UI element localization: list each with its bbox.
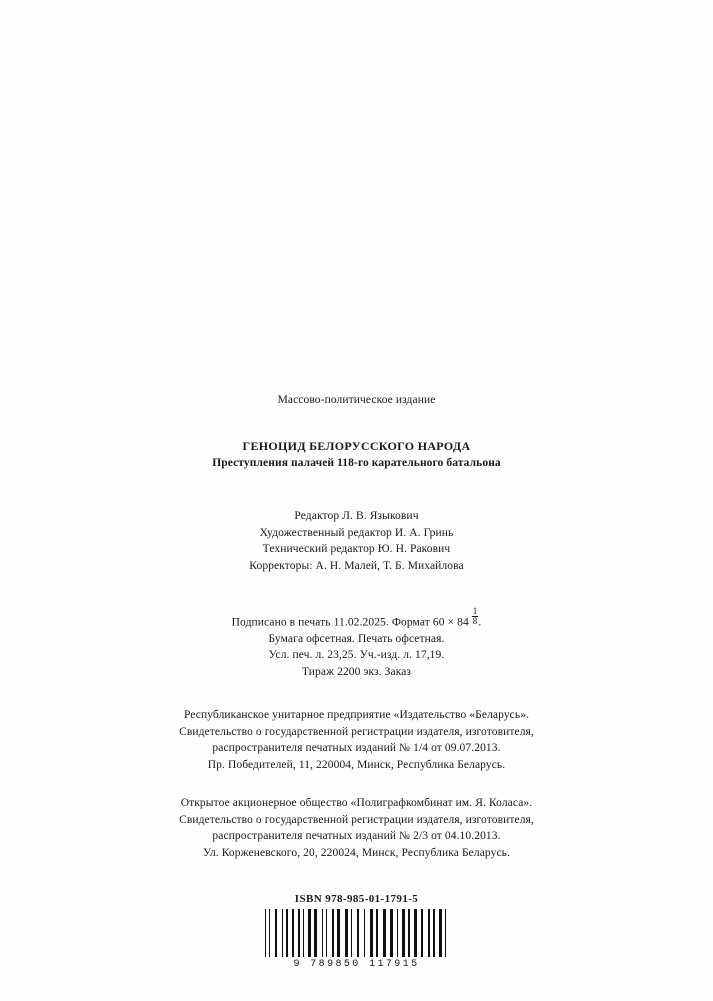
- printer-block: [0, 795, 713, 861]
- publisher-block: [0, 707, 713, 773]
- printer-line: Ул. Корженевского, 20, 220024, Минск, Республика Беларусь.: [203, 846, 510, 859]
- barcode: [0, 909, 713, 970]
- printer-line: Открытое акционерное общество «Полиграфкомбинат им. Я. Коласа».: [180, 797, 533, 810]
- format-fraction-denominator: 8: [472, 616, 478, 626]
- print-info-line-sheets: Усл. печ. л. 23,25. Уч.-изд. л. 17,19.: [268, 649, 445, 662]
- barcode-digits: 9 789850 117915: [293, 959, 420, 971]
- book-title: ГЕНОЦИД БЕЛОРУССКОГО НАРОДА: [242, 439, 471, 453]
- publisher-line: распространителя печатных изданий № 1/4 от 09.07.2013.: [212, 742, 501, 755]
- title-block: [0, 438, 713, 472]
- format-fraction-numerator: 1: [472, 606, 478, 616]
- print-info-prefix: Подписано в печать 11.02.2025. Формат 60 × 84: [231, 616, 472, 629]
- publisher-line: Пр. Победителей, 11, 220004, Минск, Республика Беларусь.: [207, 758, 506, 771]
- barcode-bars: [265, 909, 449, 957]
- print-info-line-circulation: Тираж 2200 экз. Заказ: [301, 665, 412, 678]
- imprint-kind-block: [0, 392, 713, 408]
- staff-line: Художественный редактор И. А. Гринь: [259, 526, 454, 539]
- isbn-text: ISBN 978-985-01-1791-5: [294, 893, 419, 906]
- isbn-block: [0, 893, 713, 970]
- staff-line: Корректоры: А. Н. Малей, Т. Б. Михайлова: [249, 559, 464, 572]
- imprint-kind: Массово-политическое издание: [277, 394, 436, 406]
- printer-line: Свидетельство о государственной регистрации издателя, изготовителя,: [179, 813, 534, 826]
- print-info-suffix: .: [478, 616, 482, 629]
- print-info-line-signed: [0, 607, 713, 631]
- staff-line: Редактор Л. В. Языкович: [294, 510, 419, 522]
- print-info-line-paper: Бумага офсетная. Печать офсетная.: [268, 632, 445, 645]
- staff-line: Технический редактор Ю. Н. Ракович: [262, 543, 451, 555]
- publisher-line: Республиканское унитарное предприятие «Издательство «Беларусь».: [183, 709, 530, 722]
- book-subtitle: Преступления палачей 118-го карательного батальона: [212, 457, 501, 469]
- printer-line: распространителя печатных изданий № 2/3 от 04.10.2013.: [212, 830, 501, 843]
- publisher-line: Свидетельство о государственной регистрации издателя, изготовителя,: [179, 725, 534, 738]
- print-info-block: [0, 607, 713, 680]
- staff-block: [0, 508, 713, 574]
- colophon: [0, 392, 713, 970]
